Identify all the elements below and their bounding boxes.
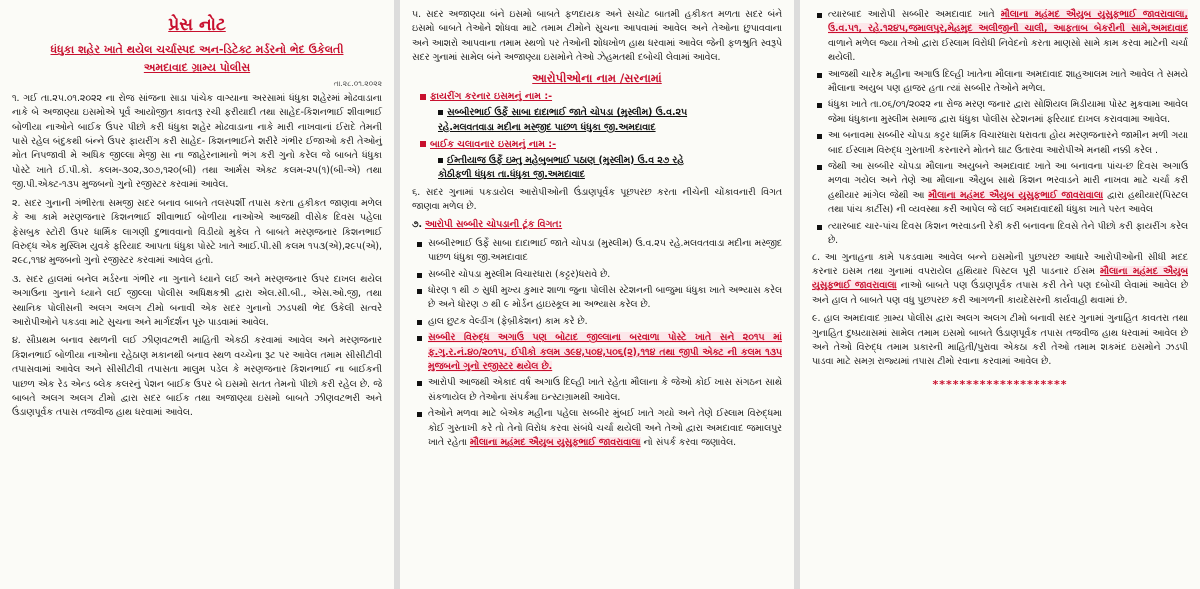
list-item: જેથી આ સબ્બીર ચોપડા મૌલાના અયુબને અમદાવાદ ખાતે આ બનાવના પાંચ-છ દિવસ અગાઉ મળવા ગયેલ અને તેણે આ મૌલાના ઐયુબ સાથે કિશન ભરવાડને મારી નાખવા માટે ચર્ચા કરી હથીયાર માંગેલ જેથી આ મૌલાના મહંમદ ઐયુબ યુસુફભાઈ જાવરાવાલા દ્વારા હથીયાર(પિસ્ટલ તથા પાંચ કાર્ટીસ) ની વ્યવસ્થા કરી આપેલ જે લઈ અમદાવાદથી ધંધુકા ખાતે પરત આવેલ — [828, 160, 1188, 218]
rider-name: ઈમ્તીયાજ ઉર્ફે ઇમ્તુ મહેબુબભાઈ પઠાણ (મુસ્લીમ) ઉ.વ ૨૭ રહે કોઠીફળી ધંધુકા તા.ધંધુકા જી.અમદાવાદ — [438, 154, 684, 181]
paragraph-1: ૧. ગઈ તા.૨૫.૦૧.૨૦૨૨ ના રોજ સાંજના સાડા પાંચેક વાગ્યાના અરસામાં ધંધુકા શહેરમાં મોઢવાડાના નાકે બે અજાણ્યા ઇસમોએ પૂર્વ આયોજીત કાવતરૂ રચી ફરીયાદી તથા સાહેદ-કિશનભાઈ શીવાભાઈ બોળીયા નાઓને બાઈક ઉપર પીછો કરી ધંધુકા શહેર મોઢવાડાના નાકે મારી નાખવાનાં ઈરાદે તેમની પાસે રહેલ બંદુકથી બંન્ને ઉપર ફાયરીંગ કરી સાહેદ- કિશનભાઈને શરીરે ગંભીર ઈજાઓ કરી તેઓનું મોત નિપજાવી મે અધિક જીલ્લા મેજી સા ના જાહેરનામાનો ભંગ કરી ગુનો કરેલ જે બાબતે ધંધુકા પોસ્ટે ખાતે ઈ.પી.કો. કલમ-૩૦૨,૩૦૭,૧૨૦(બી) તથા આર્મસ એક્ટ કલમ-૨૫(૧)(બી-એ) તથા જી.પી.એક્ટ-૧૩૫ મુજબનો ગુનો રજીસ્ટર કરવામાં આવેલ. — [12, 92, 382, 191]
list-item: ત્યારબાદ આરોપી સબ્બીર અમદાવાદ ખાતે મૌલાના મહંમદ ઐયુબ યુસુફભાઈ જાવરાવાલા, ઉ.વ.૫૧, રહે.૧૨૪૫,જમાલપુર,મેહમુદ અલીજીની ચાલી, આફતાબ બેકરીની સામે,અમદાવાદ વાળાને મળેલ જ્યા તેઓ દ્વારા ઈસ્લામ વિરોધી નિવેદનો કરતા માણસો સામે કામ કરવા માટેની ચર્ચા થયેલી. — [828, 8, 1188, 66]
press-note-page-2 — [400, 0, 794, 589]
press-note-subtitle-line-1: ધંધુકા શહેર ખાતે થયેલ ચર્ચાસ્પદ અન-ડિટેક્ટ મર્ડરનો ભેદ ઉકેલતી — [50, 43, 344, 57]
rider-label: બાઈક ચલાવનાર ઇસમનું નામ :- — [420, 138, 782, 153]
maulana-address-highlight: મૌલાના મહંમદ ઐયુબ યુસુફભાઈ જાવરાવાલા, ઉ.વ.૫૧, રહે.૧૨૪૫,જમાલપુર,મેહમુદ અલીજીની ચાલી, આફતાબ બેકરીની સામે,અમદાવાદ — [828, 9, 1188, 35]
press-note-page-3 — [800, 0, 1200, 589]
list-item: આજથી ચારેક મહીના અગાઉ દિલ્હી ખાતેના મૌલાના અમદાવાદ શાહઆલમ ખાતે આવેલ તે સમયે મૌલાના અયુબ પણ હાજર હતા ત્યાં સબ્બીર તેઓને મળેલ. — [828, 68, 1188, 97]
maulana-name-highlight: મૌલાના મહંમદ ઐયુબ યુસુફભાઈ જાવરાવાલા — [469, 437, 641, 448]
maulana-name-highlight: મૌલાના મહંમદ ઐયુબ યુસુફભાઈ જાવરાવાલા — [928, 189, 1104, 201]
square-bullet-icon — [420, 94, 426, 100]
paragraph-6: ૬. સદર ગુનામાં પકડાયેલ આરોપીઓની ઉંડાણપૂર્વક પૂછપરછ કરતા નીચેની ચોંકાવનારી વિગત જાણવા મળેલ છે. — [412, 186, 782, 212]
end-stars: ******************** — [932, 377, 1068, 391]
press-note-page-1 — [0, 0, 394, 589]
accused-heading: આરોપીઓના નામ /સરનામાં — [532, 70, 662, 85]
shooter-name: સબ્બીરભાઈ ઉર્ફે સાબા દાદાભાઈ જાતે ચોપડા (મુસ્લીમ) ઉ.વ.૨૫ રહે.મલવતવાડા મદીના મસ્જીદ પાછળ ધંધુકા જી.અમદાવાદ — [438, 107, 688, 133]
list-item — [428, 331, 782, 374]
paragraph-8: ૮. આ ગુનાહના કામે પકડવામા આવેલ બન્ને ઇસમોની પુછપરછ આધારે આરોપીઓની સીધી મદદ કરનાર ઇસમ તથા ગુનામાં વપરાયેલ હથિયાર પિસ્ટલ પૂરી પાડનાર ઈસમ મૌલાના મહંમદ ઐયુબ યુસુફભાઈ જાવરાવાલા નાઓ બાબતે પણ ઉંડાણપૂર્વક તપાસ કરી તેને પણ દબોચી લેવામાં આવેલ છે અને હાલ તે બાબતે પણ વધુ પુછપરછ કરી આગળની કાયદેસરની કાર્યવાહી થવામાં છે. — [812, 251, 1188, 306]
list-item: હાલ છુટક વેલ્ડીંગ (ફેબ્રીકેશન) કામ કરે છે. — [428, 315, 782, 329]
paragraph-5: ૫. સદર અજાણ્યા બંને ઇસમો બાબતે ફળદાયક અને સચોટ બાતમી હકીકત મળતા સદર બંને ઇસમો બાબતે તેઓને શોધવા માટે તમામ ટીમોને સુચના આપવામાં આવેલ અને તેઓના છુપાવવાના અને આશરો આપવાના તમામ સ્થળો પર તેઓની શોધખોળ હાથ ધરવામાં આવેલ જેની ફળશ્રુતિ સ્વરૂપે સદર ગુનામાં સામેલ બંને અજાણ્યા ઇસમોને તેઓ ઝેહમતથી દબોચી લેવામાં આવેલ. — [412, 9, 782, 64]
paragraph-2: ૨. સદર ગુનાની ગંભીરતા સમજી સદર બનાવ બાબતે તલસ્પર્શી તપાસ કરતા હકીકત જાણવા મળેલ કે આ કામે મરણજનાર કિશનભાઈ શીવાભાઈ બોળીયા નાઓએ આજથી વીસેક દિવસ પહેલા ફેસબુક સ્ટોરી ઉપર ધાર્મિક લાગણી દુભાવવાનો વિડીયો મુકેલ તે બાબતે મરણજનાર કિશનભાઈ વિરુદ્ધ એક મુસ્લિમ યુવકે ફરિયાદ આપતા ધંધુકા પોસ્ટે ખાતે આઈ.પી.સી કલમ ૧૫૩(એ),૨૯૫(એ), ૨૯૮,૧૧૪ મુજબનો ગુનો રજીસ્ટર કરવામાં આવેલ હતો. — [12, 197, 382, 267]
square-bullet-icon — [438, 158, 443, 163]
maulana-name-highlight: મૌલાના મહંમદ ઐયુબ યુસુફભાઈ જાવરાવાલા — [812, 265, 1188, 292]
accused-details-list — [412, 237, 782, 451]
list-item: આ બનાવમા સબ્બીર ચોપડા કટ્ટર ધાર્મિક વિચારધારા ધરાવતા હોય મરણજનારને જામીન મળી ગયા બાદ ઈસ્લામ વિરુદ્ધ ગુસ્તાખી કરનારને મોતને ઘાટ ઉતારવા આરોપીએ મનથી નક્કી કરેલ . — [828, 129, 1188, 158]
list-item: ધંધુકા ખાતે તા.૦૬/૦૧/૨૦૨૨ ના રોજ મરણ જનાર દ્વારા સોશિયલ મિડીયામા પોસ્ટ મુકવામા આવેલ જેમા ધંધુકાના મુસ્લીમ સમાજ દ્વારા ધંધુકા પોલીસ સ્ટેશનમાં ફરિયાદ દાખલ કરાવવામા આવેલ. — [828, 98, 1188, 127]
square-bullet-icon — [420, 141, 426, 147]
list-item: ધોરણ ૧ થી ૭ સુધી મુખ્ય કુમાર શાળા જુના પોલીસ સ્ટેશનની બાજુમા ધંધુકા ખાતે અભ્યાસ કરેલ છે અને ધોરણ ૭ થી ૯ મોર્ડન હાઇસ્કૂલ મા અભ્યાસ કરેલ છે. — [428, 284, 782, 313]
paragraph-7-heading: ૭. આરોપી સબ્બીર ચોપડાની ટૂંક વિગત: — [412, 219, 563, 231]
paragraph-9: ૯. હાલ અમદાવાદ ગ્રામ્ય પોલીસ દ્વારા અલગ અલગ ટીમો બનાવી સદર ગુનામાં ગુનાહિત કાવતરા તથા ગુનાહિત દુષ્પ્રયાસમાં સામેલ તમામ ઇસમો બાબતે ઉંડાણપૂર્વક તપાસ તજવીજ હાથ ધરવામાં આવેલ છે અને તેઓ વિરુદ્ધ તમામ પ્રકારની માહિતી/પુરાવા એકઠા કરી તેઓ તમામ શકમંદ ઇસમોને ઝડપી પાડવા માટે સમગ્ર રાજ્યમાં તપાસ ટીમો રવાના કરવામાં આવેલ છે. — [812, 313, 1188, 368]
press-note-date: તા.૨૮.૦૧.૨૦૨૨ — [333, 79, 382, 89]
list-item: આરોપી આજથી એકાદ વર્ષ અગાઉ દિલ્હી ખાતે રહેતા મૌલાના કે જેઓ કોઈ ખાસ સંગઠન સાથે સંકળાયેલ છે તેઓના સંપર્કમા ઇન્સ્ટાગ્રામથી આવેલ. — [428, 376, 782, 405]
prior-case-highlight: સબ્બીર વિરુદ્ધ અગાઉ પણ બોટાદ જીલ્લાના બરવાળા પોસ્ટે ખાતે સને ૨૦૧૫ માં ફ.ગુ.ર.નં.૪૦/૨૦૧૫, ઈપીકો કલમ ૩૯૪,૫૦૪,૫૦૬(૨),૧૧૪ તથા જીપી એક્ટ ની કલમ ૧૩૫ મુજબનો ગુનો રજીસ્ટર થયેલ છે. — [428, 332, 782, 372]
paragraph-3: ૩. સદર હાલમાં બનેલ મર્ડરના ગંભીર ના ગુનાને ધ્યાને લઈ અને મરણજનાર ઉપર દાખલ થયેલ અગાઉના ગુનાને ધ્યાને લઈ જીલ્લા પોલીસ અધિક્ષકશ્રી દ્વારા એલ.સી.બી., એસ.ઓ.જી, તથા સ્થાનિક પોલીસની અલગ અલગ ટીમો બનાવી એક સદર ગુનાનો ઝડપથી ભેદ ઉકેલી સત્વરે આરોપીઓને પકડવા માટે સુચના અને માર્ગદર્શન પૂરુ પાડવામાં આવેલ. — [12, 273, 382, 328]
press-note-subtitle-line-2: અમદાવાદ ગ્રામ્ય પોલીસ — [143, 61, 251, 75]
details-continued-list — [812, 8, 1188, 249]
square-bullet-icon — [438, 110, 443, 115]
list-item: સબ્બીર ચોપડા મુસ્લીમ વિચારધારા (કટ્ટર)ધરાવે છે. — [428, 268, 782, 282]
shooter-label: ફાયરીંગ કરનાર ઇસમનું નામ :- — [420, 90, 782, 105]
press-note-title: પ્રેસ નોટ — [168, 15, 226, 35]
paragraph-4: ૪. સૌપ્રથમ બનાવ સ્થળની લઈ ઝીણવટભરી માહિતી એકઠી કરવામાં આવેલ અને મરણજનાર કિશનભાઈ બોળીયા નાઓના રહેઠાણ મકાનથી બનાવ સ્થળ વચ્ચેના રૂટ પર આવેલ તમામ સીસીટીવી તપાસવામાં આવેલ અને સીસીટીવી તપાસતા માલુમ પડેલ કે મરણજનાર કિશનભાઈ ના બાઈકની પાછળ એક રેડ એન્ડ બ્લેક કલરનું પેશન બાઈક ઉપર બે ઇસમો સતત તેમનો પીછો કરી રહેલ છે. જે બાબતે અલગ અલગ ટીમો દ્વારા સદર બાઈક તથા અજાણ્યા ઇસમો બાબતે ઝીણવટભરી અને ઉંડાણપૂર્વક તપાસ તજવીજ હાથ ધરવામાં આવેલ. — [12, 335, 382, 419]
list-item: ત્યારબાદ ચાર-પાંચ દિવસ કિશન ભરવાડની રેકી કરી બનાવના દિવસે તેને પીછો કરી ફાયરીંગ કરેલ છે. — [828, 220, 1188, 249]
list-item: તેઓને મળવા માટે બેએક મહીના પહેલા સબ્બીર મુંબઈ ખાતે ગયો અને તેણે ઈસ્લામ વિરુદ્ધમા કોઈ ગુસ્તાખી કરે તો તેનો વિરોધ કરવા સંબંધે ચર્ચા થયેલી અને તેઓ દ્વારા અમદાવાદ જમાલપુર ખાતે રહેતા મૌલાના મહંમદ ઐયુબ યુસુફભાઈ જાવરાવાલા નો સંપર્ક કરવા જણાવેલ. — [428, 407, 782, 450]
list-item: સબ્બીરભાઈ ઉર્ફે સાબા દાદાભાઈ જાતે ચોપડા (મુસ્લીમ) ઉ.વ.૨૫ રહે.મલવતવાડા મદીના મસ્જીદ પાછળ ધંધુકા જી.અમદાવાદ — [428, 237, 782, 266]
